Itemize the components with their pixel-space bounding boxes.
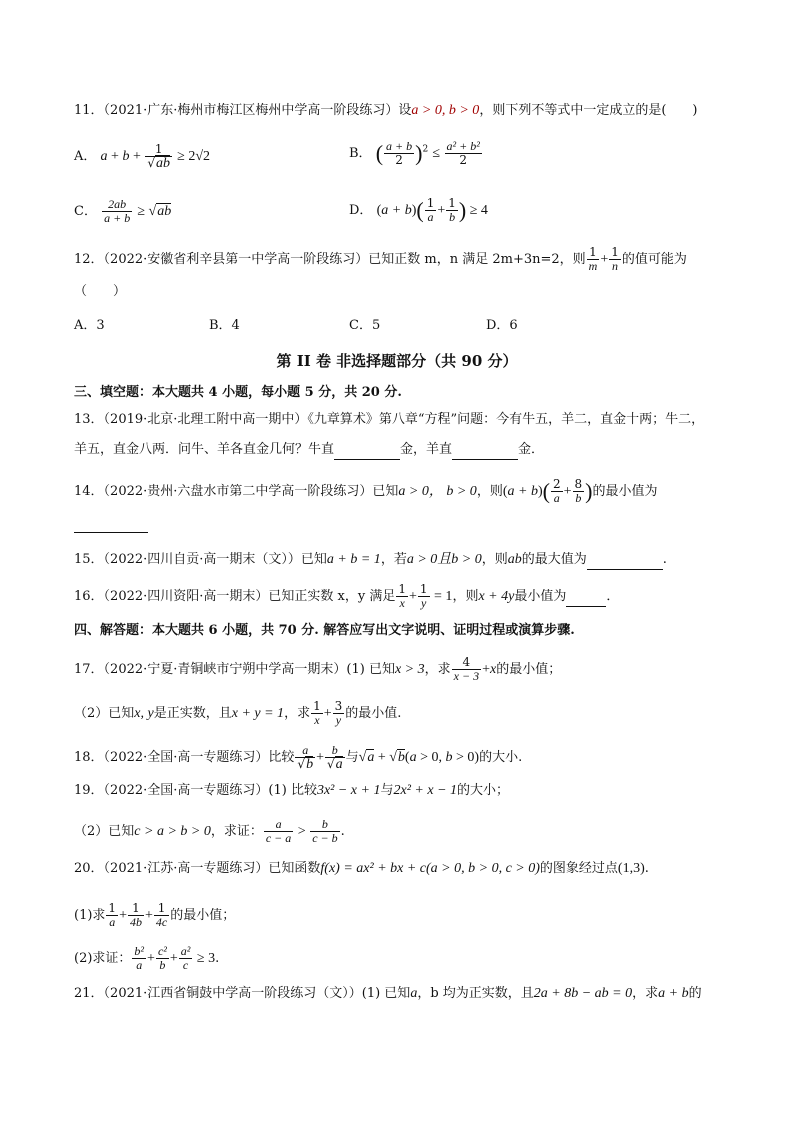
question-17-part2: （2）已知x, y是正实数，且x + y = 1，求 $\frac{1}{x}$ + $\frac{3}{y}$ 的最小值.: [74, 699, 402, 727]
question-18-stem: 18．（2022·全国·高一专题练习）比较 $\frac{a}{√b}$ + $\frac{b}{√a}$ 与√a + √b(a > 0, b > 0)的大小.: [74, 743, 523, 772]
question-13-line1: 13．（2019·北京·北理工附中高一期中）《九章算术》第八章“方程”问题：今有牛五，羊二，直金十两；牛二，: [74, 412, 705, 427]
blank: [452, 441, 518, 460]
q11-option-a: A． a + b + $\frac{1}{√ab}$ ≥ 2√2: [74, 142, 211, 171]
q14-blank: [74, 514, 148, 533]
question-11-stem: 11．（2021·广东·梅州市梅江区梅州中学高一阶段练习）设a > 0, b > 0，则下列不等式中一定成立的是( ): [74, 103, 698, 118]
q11-option-b: B． ( $\frac{a + b}{2}$ )$^2$ ≤ $\frac{\text{a² + b²}}{2}$: [349, 139, 480, 167]
blank: [74, 514, 148, 533]
question-21-stem: 21．（2021·江西省铜鼓中学高一阶段练习（文））(1) 已知a，b 均为正实数，且2a + 8b − ab = 0，求a + b的: [74, 986, 702, 1001]
blank: [587, 551, 663, 570]
question-20-part2: (2)求证： $\frac{\text{b²}}{a}$ + $\frac{\text{c²}}{b}$ + $\frac{\text{a²}}{c}$ ≥ 3.: [74, 944, 220, 972]
section-4-title: 四、解答题：本大题共 6 小题，共 70 分. 解答应写出文字说明、证明过程或演算步骤.: [74, 623, 575, 638]
question-12-stem: 12．（2022·安徽省利辛县第一中学高一阶段练习）已知正数 m，n 满足 2m+3n=2，则 $\frac{1}{m}$ + $\frac{1}{n}$ 的值可能为: [74, 245, 687, 273]
section-ii-title: 第 II 卷 非选择题部分（共 90 分）: [276, 352, 518, 370]
blank: [566, 588, 606, 607]
q12-option-d: D．6: [486, 318, 518, 333]
question-17-stem: 17．（2022·宁夏·青铜峡市宁朔中学高一期末）(1) 已知x > 3，求 $\frac{4}{x - 3}$ +x的最小值；: [74, 655, 562, 683]
blank: [334, 441, 400, 460]
question-15-stem: 15．（2022·四川自贡·高一期末（文））已知a + b = 1，若a > 0且b > 0，则ab的最大值为 .: [74, 551, 667, 570]
question-16-stem: 16．（2022·四川资阳·高一期末）已知正实数 x，y 满足 $\frac{1}{x}$ + $\frac{1}{y}$ = 1，则x + 4y最小值为 ．: [74, 582, 620, 610]
section-3-title: 三、填空题：本大题共 4 小题，每小题 5 分，共 20 分.: [74, 385, 402, 400]
question-14-stem: 14．（2022·贵州·六盘水市第二中学高一阶段练习）已知a > 0， b > 0，则(a + b)( $\frac{2}{a}$ + $\frac{8}{b}$ )的最小值为: [74, 477, 658, 505]
q12-option-c: C．5: [349, 318, 381, 333]
q12-answer-paren: （ ）: [74, 284, 127, 299]
question-13-line2: 羊五，直金八两．问牛、羊各直金几何？牛直 金，羊直 金．: [74, 441, 544, 460]
q12-option-a: A．3: [74, 318, 105, 333]
question-20-part1: (1)求 $\frac{1}{a}$ + $\frac{1}{4b}$ + $\frac{1}{4c}$ 的最小值；: [74, 901, 236, 929]
question-20-stem: 20．（2021·江苏·高一专题练习）已知函数f(x) = ax² + bx + c(a > 0, b > 0, c > 0)的图象经过点(1,3).: [74, 861, 649, 876]
q11-condition: a > 0, b > 0: [411, 103, 480, 118]
question-19-stem: 19．（2022·全国·高一专题练习）(1) 比较3x² − x + 1与2x² + x − 1的大小；: [74, 783, 510, 798]
q11-option-d: D． (a + b)( $\frac{1}{a}$ + $\frac{1}{b}$ ) ≥ 4: [349, 196, 488, 224]
q11-option-c: C． $\frac{2ab}{a + b}$ ≥ √ab: [74, 197, 172, 225]
q12-option-b: B．4: [209, 318, 240, 333]
question-19-part2: （2）已知c > a > b > 0，求证： $\frac{a}{c - a}$ > $\frac{b}{c - b}$ .: [74, 817, 345, 845]
